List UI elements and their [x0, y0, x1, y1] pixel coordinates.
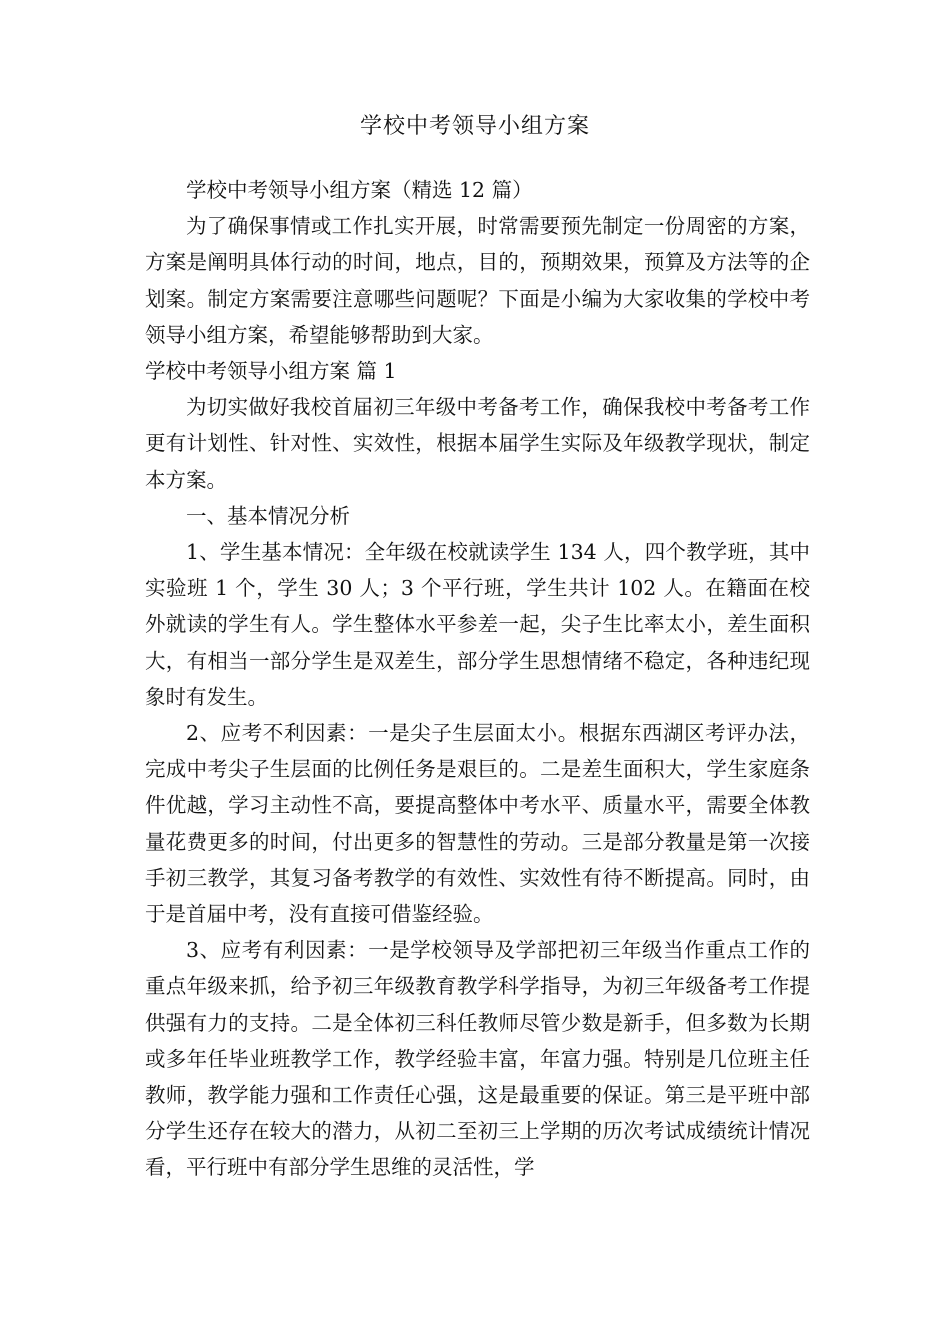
document-title: 学校中考领导小组方案 — [359, 114, 590, 139]
paragraph: 2、应考不利因素：一是尖子生层面太小。根据东西湖区考评办法，完成中考尖子生层面的比例任务是艰巨的。二是差生面积大，学生家庭条件优越，学习主动性不高，要提高整体中考水平、质量水平，需要全体教量花费更多的时间，付出更多的智慧性的劳动。三是部分教量是第一次接手初三教学，其复习备考教学的有效性、实效性有待不断提高。同时，由于是首届中考，没有直接可借鉴经验。 — [145, 721, 810, 927]
paragraph: 学校中考领导小组方案（精选 12 篇） — [186, 178, 533, 202]
paragraph: 为切实做好我校首届初三年级中考备考工作，确保我校中考备考工作更有计划性、针对性、实效性，根据本届学生实际及年级教学现状，制定本方案。 — [145, 395, 810, 492]
paragraph: 为了确保事情或工作扎实开展，时常需要预先制定一份周密的方案，方案是阐明具体行动的时间，地点，目的，预期效果，预算及方法等的企划案。制定方案需要注意哪些问题呢？下面是小编为大家收集的学校中考领导小组方案，希望能够帮助到大家。 — [145, 214, 810, 347]
document-body — [145, 172, 810, 1186]
paragraph: 1、学生基本情况：全年级在校就读学生 134 人，四个教学班，其中实验班 1 个，学生 30 人；3 个平行班，学生共计 102 人。在籍面在校外就读的学生有人。学生整体水平参差一起，尖子生比率太小，差生面积大，有相当一部分学生是双差生，部分学生思想情绪不稳定，各种违纪现象时有发生。 — [145, 540, 810, 709]
section-heading: 学校中考领导小组方案 篇 1 — [145, 359, 397, 384]
subsection-heading: 一、基本情况分析 — [186, 503, 350, 528]
paragraph: 3、应考有利因素：一是学校领导及学部把初三年级当作重点工作的重点年级来抓，给予初三年级教育教学科学指导，为初三年级备考工作提供强有力的支持。二是全体初三科任教师尽管少数是新手，但多数为长期或多年任毕业班教学工作，教学经验丰富，年富力强。特别是几位班主任教师，教学能力强和工作责任心强，这是最重要的保证。第三是平班中部分学生还存在较大的潜力，从初二至初三上学期的历次考试成绩统计情况看，平行班中有部分学生思维的灵活性，学 — [145, 938, 810, 1180]
